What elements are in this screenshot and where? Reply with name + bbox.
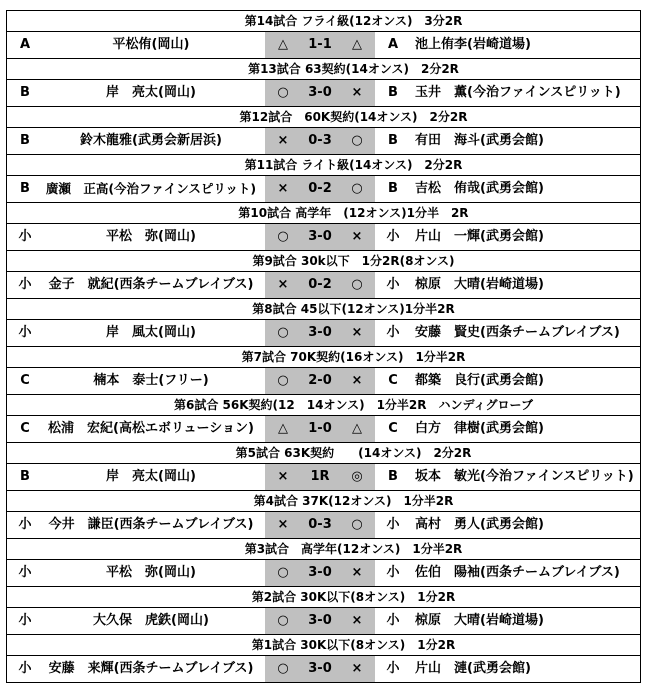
result-cell [265, 560, 375, 586]
right-fighter [375, 512, 640, 538]
right-class: B [388, 133, 398, 148]
score: 1R [310, 469, 330, 484]
right-class: B [388, 85, 398, 100]
right-result-mark: ○ [351, 181, 363, 196]
left-result-mark: × [277, 469, 289, 484]
right-result-mark: ○ [351, 277, 363, 292]
bout-header: 第2試合 30K以下(8オンス) 1分2R [7, 587, 640, 608]
results-table [6, 10, 641, 683]
result-cell [265, 272, 375, 298]
bout-header: 第6試合 56K契約(12 14オンス) 1分半2R ハンディグローブ [7, 395, 640, 416]
right-name: 都築 良行(武勇会館) [415, 373, 544, 388]
bout-header: 第12試合 60K契約(14オンス) 2分2R [7, 107, 640, 128]
left-fighter [7, 128, 265, 154]
bout-block [6, 442, 641, 490]
score: 0-3 [308, 133, 332, 148]
right-name: 有田 海斗(武勇会館) [415, 133, 544, 148]
left-result-mark: ○ [277, 565, 289, 580]
right-fighter [375, 128, 640, 154]
left-fighter [7, 512, 265, 538]
right-class: B [388, 181, 398, 196]
score: 3-0 [308, 325, 332, 340]
right-fighter [375, 560, 640, 586]
left-name: 松浦 宏紀(高松エボリューション) [48, 421, 254, 436]
bout-header: 第10試合 高学年 (12オンス)1分半 2R [7, 203, 640, 224]
left-class: B [20, 85, 30, 100]
left-name: 大久保 虎鉄(岡山) [93, 613, 209, 628]
left-class: 小 [18, 661, 32, 676]
left-fighter [7, 656, 265, 682]
bout-block [6, 298, 641, 346]
bout-row [7, 32, 640, 58]
right-fighter [375, 656, 640, 682]
left-class: A [19, 37, 31, 52]
bout-header: 第5試合 63K契約 (14オンス) 2分2R [7, 443, 640, 464]
right-fighter [375, 32, 640, 58]
right-class: B [388, 469, 398, 484]
right-name: 片山 一輝(武勇会館) [415, 229, 544, 244]
right-class: 小 [386, 229, 400, 244]
bout-header: 第9試合 30k以下 1分2R(8オンス) [7, 251, 640, 272]
bout-row [7, 320, 640, 346]
result-cell [265, 608, 375, 634]
left-name: 楠本 泰士(フリー) [93, 373, 209, 388]
right-name: 池上侑李(岩崎道場) [415, 37, 531, 52]
bout-block [6, 346, 641, 394]
bout-header: 第7試合 70K契約(16オンス) 1分半2R [7, 347, 640, 368]
right-class: 小 [386, 661, 400, 676]
right-result-mark: △ [352, 37, 362, 52]
left-class: 小 [18, 325, 32, 340]
bout-row [7, 464, 640, 490]
left-fighter [7, 224, 265, 250]
result-cell [265, 512, 375, 538]
left-fighter [7, 464, 265, 490]
score: 0-2 [308, 181, 332, 196]
left-fighter [7, 320, 265, 346]
right-fighter [375, 416, 640, 442]
left-fighter [7, 272, 265, 298]
left-class: 小 [18, 229, 32, 244]
bout-block [6, 394, 641, 442]
left-result-mark: ○ [277, 373, 289, 388]
right-fighter [375, 464, 640, 490]
bout-block [6, 538, 641, 586]
bout-block [6, 154, 641, 202]
left-result-mark: △ [278, 37, 288, 52]
right-name: 玉井 薫(今治ファインスピリット) [415, 85, 621, 100]
right-class: A [387, 37, 399, 52]
left-class: B [20, 133, 30, 148]
left-name: 安藤 来輝(西条チームブレイブス) [48, 661, 254, 676]
bout-header: 第14試合 フライ級(12オンス) 3分2R [7, 11, 640, 32]
bout-block [6, 586, 641, 634]
right-name: 片山 漣(武勇会館) [415, 661, 531, 676]
right-fighter [375, 176, 640, 202]
right-fighter [375, 224, 640, 250]
right-fighter [375, 320, 640, 346]
bout-row [7, 416, 640, 442]
left-class: 小 [18, 517, 32, 532]
result-cell [265, 656, 375, 682]
right-result-mark: × [351, 85, 363, 100]
result-cell [265, 128, 375, 154]
result-cell [265, 464, 375, 490]
bout-block [6, 490, 641, 538]
left-name: 岸 亮太(岡山) [106, 85, 196, 100]
right-class: 小 [386, 325, 400, 340]
right-fighter [375, 608, 640, 634]
right-result-mark: × [351, 661, 363, 676]
bout-row [7, 560, 640, 586]
score: 0-3 [308, 517, 332, 532]
result-cell [265, 176, 375, 202]
right-name: 佐伯 陽袖(西条チームブレイブス) [415, 565, 620, 580]
left-name: 平松 弥(岡山) [106, 229, 196, 244]
score: 3-0 [308, 85, 332, 100]
left-result-mark: × [277, 277, 289, 292]
left-name: 今井 謙臣(西条チームブレイブス) [48, 517, 254, 532]
result-cell [265, 320, 375, 346]
score: 2-0 [308, 373, 332, 388]
bout-header: 第3試合 高学年(12オンス) 1分半2R [7, 539, 640, 560]
left-name: 平松 弥(岡山) [106, 565, 196, 580]
left-fighter [7, 32, 265, 58]
left-name: 岸 亮太(岡山) [106, 469, 196, 484]
right-name: 高村 勇人(武勇会館) [415, 517, 544, 532]
right-name: 白方 律樹(武勇会館) [415, 421, 544, 436]
right-name: 安藤 賢史(西条チームブレイブス) [415, 325, 620, 340]
right-class: C [388, 373, 398, 388]
bout-block [6, 58, 641, 106]
result-cell [265, 32, 375, 58]
right-result-mark: △ [352, 421, 362, 436]
result-cell [265, 416, 375, 442]
bout-block [6, 250, 641, 298]
right-class: 小 [386, 613, 400, 628]
left-fighter [7, 176, 265, 202]
score: 3-0 [308, 661, 332, 676]
left-name: 金子 就紀(西条チームブレイブス) [48, 277, 254, 292]
left-result-mark: × [277, 133, 289, 148]
left-result-mark: ○ [277, 661, 289, 676]
left-class: 小 [18, 613, 32, 628]
score: 3-0 [308, 229, 332, 244]
result-cell [265, 224, 375, 250]
left-result-mark: △ [278, 421, 288, 436]
right-result-mark: × [351, 565, 363, 580]
right-name: 椋原 大晴(岩崎道場) [415, 277, 544, 292]
right-name: 吉松 侑哉(武勇会館) [415, 181, 544, 196]
left-result-mark: × [277, 181, 289, 196]
bout-row [7, 368, 640, 394]
right-name: 椋原 大晴(岩崎道場) [415, 613, 544, 628]
right-class: C [388, 421, 398, 436]
right-result-mark: × [351, 613, 363, 628]
bout-block [6, 10, 641, 58]
bout-row [7, 656, 640, 682]
bout-row [7, 176, 640, 202]
score: 3-0 [308, 565, 332, 580]
bout-row [7, 128, 640, 154]
bout-row [7, 224, 640, 250]
left-class: B [20, 181, 30, 196]
left-fighter [7, 416, 265, 442]
left-name: 岸 風太(岡山) [106, 325, 196, 340]
right-class: 小 [386, 565, 400, 580]
left-name: 廣瀬 正高(今治ファインスピリット) [45, 181, 257, 196]
bout-row [7, 512, 640, 538]
left-result-mark: ○ [277, 85, 289, 100]
left-class: 小 [18, 277, 32, 292]
score: 1-0 [308, 421, 332, 436]
score: 1-1 [308, 37, 332, 52]
right-fighter [375, 368, 640, 394]
left-class: 小 [18, 565, 32, 580]
left-name: 平松侑(岡山) [112, 37, 190, 52]
left-result-mark: × [277, 517, 289, 532]
left-class: C [20, 373, 30, 388]
left-fighter [7, 560, 265, 586]
score: 0-2 [308, 277, 332, 292]
right-result-mark: × [351, 229, 363, 244]
left-class: B [20, 469, 30, 484]
bout-header: 第1試合 30K以下(8オンス) 1分2R [7, 635, 640, 656]
bout-row [7, 608, 640, 634]
result-cell [265, 368, 375, 394]
bout-header: 第13試合 63契約(14オンス) 2分2R [7, 59, 640, 80]
right-result-mark: × [351, 373, 363, 388]
left-result-mark: ○ [277, 325, 289, 340]
bout-header: 第8試合 45以下(12オンス)1分半2R [7, 299, 640, 320]
bout-row [7, 272, 640, 298]
right-result-mark: ○ [351, 133, 363, 148]
left-name: 鈴木龍雅(武勇会新居浜) [80, 133, 222, 148]
right-name: 坂本 敏光(今治ファインスピリット) [415, 469, 634, 484]
left-result-mark: ○ [277, 613, 289, 628]
bout-block [6, 106, 641, 154]
bout-row [7, 80, 640, 106]
result-cell [265, 80, 375, 106]
left-fighter [7, 80, 265, 106]
score: 3-0 [308, 613, 332, 628]
right-result-mark: ◎ [351, 469, 363, 484]
bout-block [6, 202, 641, 250]
right-result-mark: × [351, 325, 363, 340]
right-fighter [375, 272, 640, 298]
left-fighter [7, 608, 265, 634]
right-result-mark: ○ [351, 517, 363, 532]
right-fighter [375, 80, 640, 106]
right-class: 小 [386, 517, 400, 532]
bout-header: 第11試合 ライト級(14オンス) 2分2R [7, 155, 640, 176]
left-result-mark: ○ [277, 229, 289, 244]
left-class: C [20, 421, 30, 436]
left-fighter [7, 368, 265, 394]
bout-block [6, 634, 641, 683]
bout-header: 第4試合 37K(12オンス) 1分半2R [7, 491, 640, 512]
right-class: 小 [386, 277, 400, 292]
